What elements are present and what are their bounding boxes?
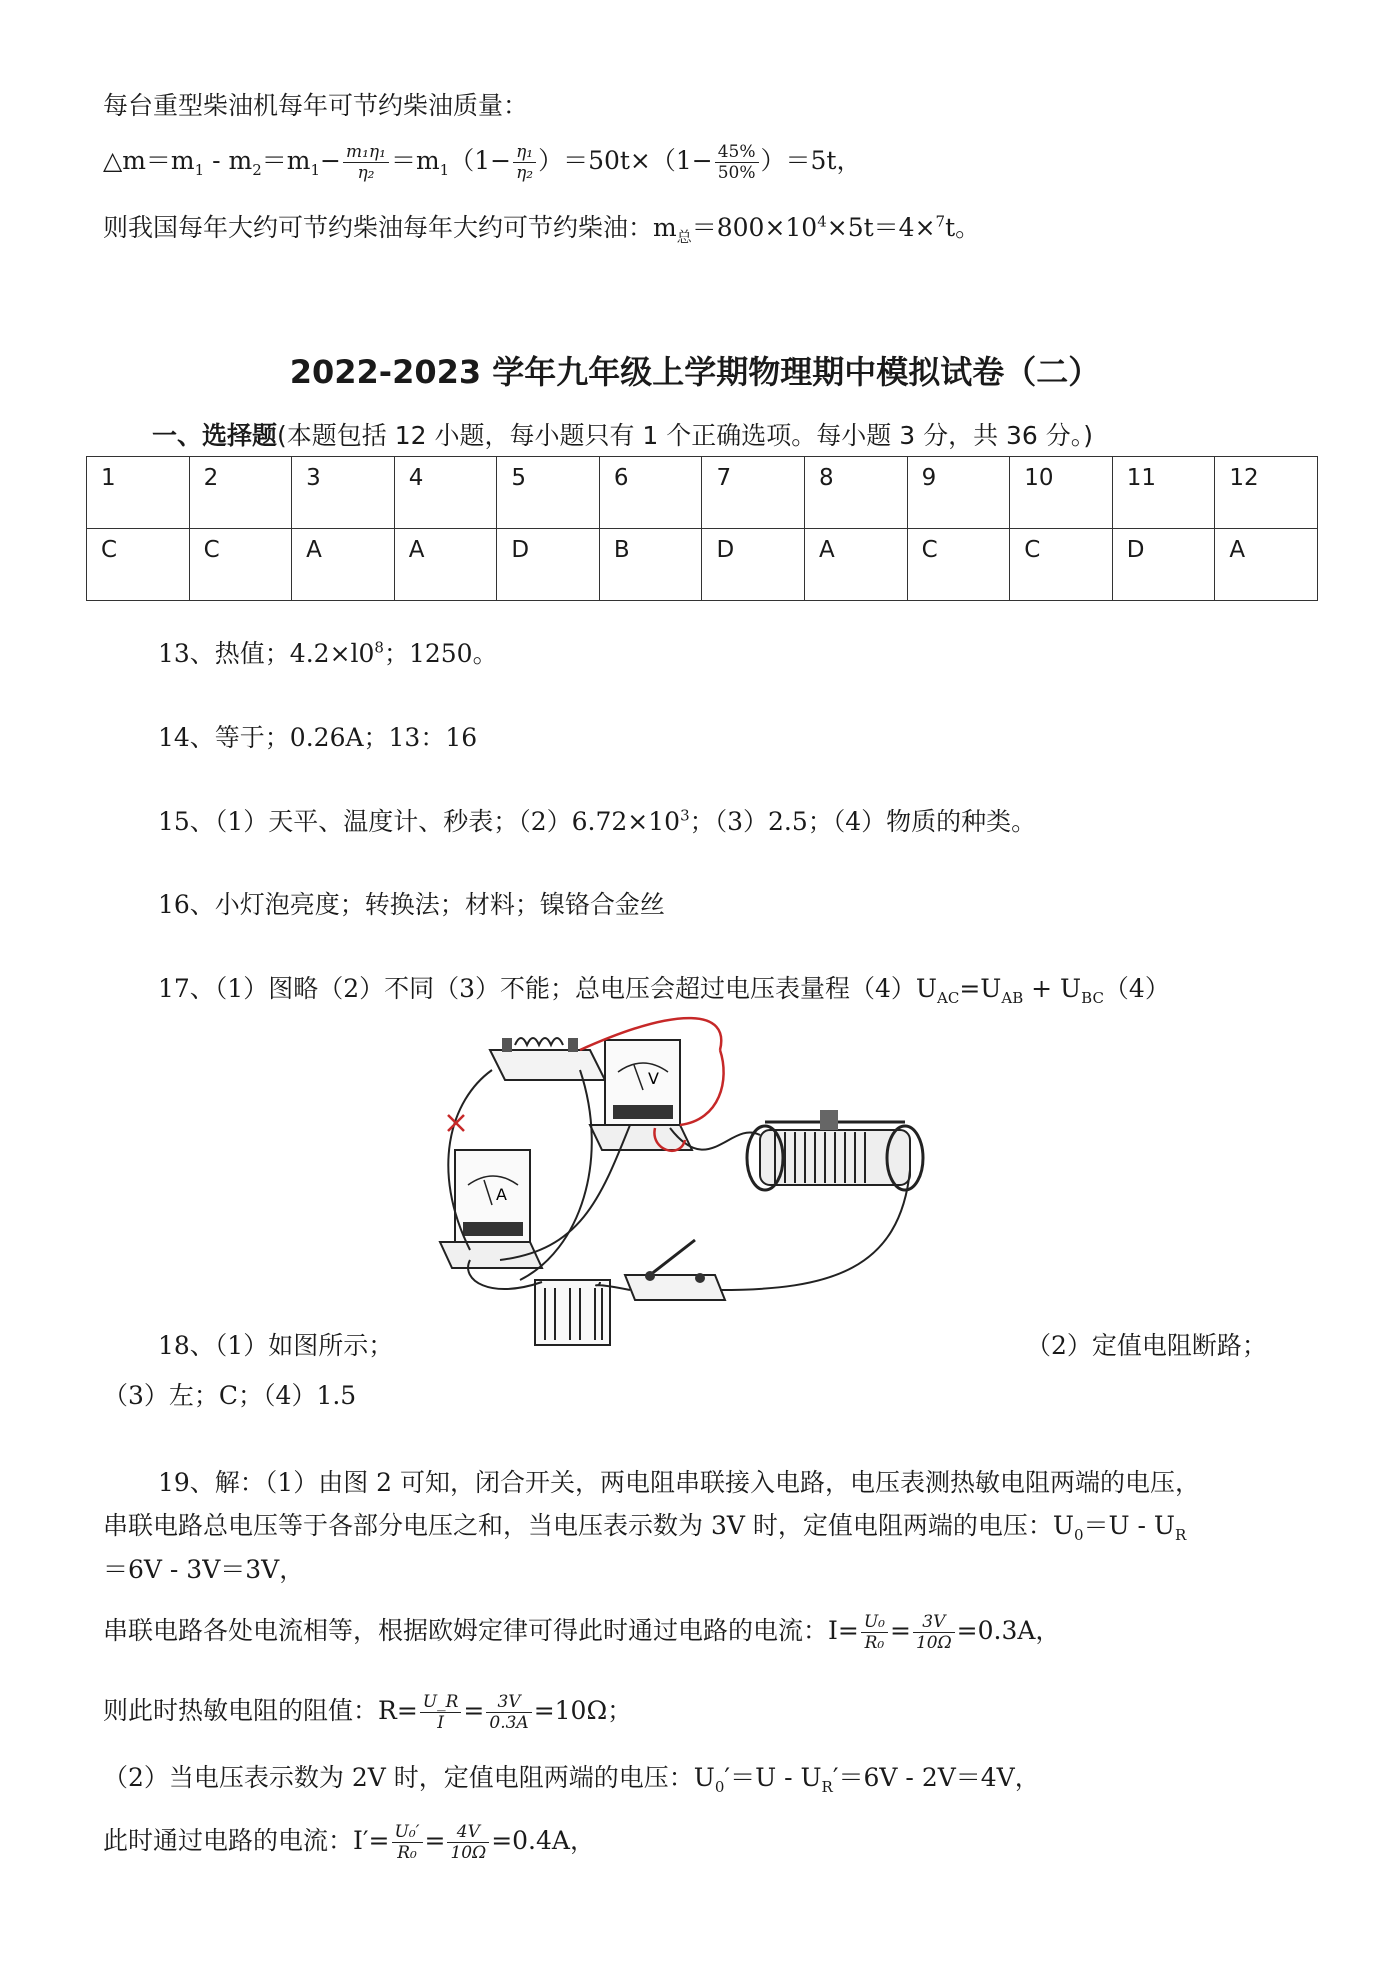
table-cell: 8 [805,457,908,529]
table-cell: 5 [497,457,600,529]
table-cell: 3 [292,457,395,529]
table-cell: C [189,529,292,601]
continuation-line-1: 每台重型柴油机每年可节约柴油质量： [103,91,529,120]
battery [535,1280,610,1345]
answer-18-part1: 18、（1）如图所示； [158,1331,394,1360]
fraction: $\frac{\text{U₀′}}{\text{R₀}}$ [392,1822,423,1863]
answer-19-line5: 则此时热敏电阻的阻值：R= $\frac{U\_R}{I}$ = $\frac{3V}{0.3A}$ =10Ω； [103,1692,633,1733]
continuation-equation: $\triangle m=m_1 - m_2=m_1-$ $\frac{\text{m₁η₁}}{\text{η₂}}$ $=m_1(1-$ $\frac{\text{η₁}}{\text{η₂}}$ ）＝50t×（1− $\frac{45\%}{50\%}$ ）＝5t， [103,142,862,183]
rheostat [747,1110,923,1190]
answer-16: 16、小灯泡亮度；转换法；材料；镍铬合金丝 [158,890,665,919]
fraction: $\frac{\text{η₁}}{\text{η₂}}$ [513,142,536,183]
answer-19-line4: 串联电路各处电流相等，根据欧姆定律可得此时通过电路的电流：I= $\frac{\text{U₀}}{\text{R₀}}$ = $\frac{3V}{10\Omega}$ =0.3A， [103,1612,1061,1653]
table-cell: 9 [907,457,1010,529]
switch [625,1240,725,1300]
coil-resistor [490,1038,605,1080]
ammeter-label: A [496,1185,507,1204]
section-heading: 一、选择题(本题包括 12 小题，每小题只有 1 个正确选项。每小题 3 分，共 36 分。) [152,421,1094,450]
ammeter [440,1150,542,1268]
table-cell: 12 [1215,457,1318,529]
table-cell: 11 [1112,457,1215,529]
fraction: $\frac{U\_R}{I}$ [420,1692,462,1733]
table-row-numbers [87,457,1318,529]
table-cell: D [1112,529,1215,601]
answer-18-part3: （3）左；C；（4）1.5 [103,1381,357,1410]
table-cell: D [497,529,600,601]
answer-19-line7: 此时通过电路的电流：I′= $\frac{\text{U₀′}}{\text{R₀}}$ = $\frac{4V}{10\Omega}$ =0.4A， [103,1822,595,1863]
table-cell: C [87,529,190,601]
fraction: $\frac{\text{m₁η₁}}{\text{η₂}}$ [343,142,389,183]
answer-19-line6: （2）当电压表示数为 2V 时，定值电阻两端的电压：$U_0'=U - U_R'=6V - 2V=4V$， [103,1763,1040,1796]
continuation-line-3: 则我国每年大约可节约柴油每年大约可节约柴油：$m_总=800\times 10^4\times 5t=4\times^7t$。 [103,212,981,246]
answer-19-line3: ＝6V - 3V＝3V， [103,1555,305,1584]
fraction: $\frac{4V}{10\Omega}$ [447,1822,489,1863]
fraction: $\frac{45\%}{50\%}$ [715,142,759,183]
table-cell: 1 [87,457,190,529]
table-cell: A [292,529,395,601]
fraction: $\frac{3V}{10\Omega}$ [913,1612,955,1653]
table-cell: A [1215,529,1318,601]
answer-18-part2: （2）定值电阻断路； [1026,1331,1267,1360]
voltmeter-label: V [648,1069,659,1088]
table-cell: A [805,529,908,601]
table-cell: C [1010,529,1113,601]
table-cell: 7 [702,457,805,529]
table-cell: A [394,529,497,601]
fraction: $\frac{3V}{0.3A}$ [486,1692,531,1733]
table-cell: 2 [189,457,292,529]
table-cell: 4 [394,457,497,529]
circuit-diagram [430,1010,1005,1350]
table-cell: 6 [599,457,702,529]
answer-19-line2: 串联电路总电压等于各部分电压之和，当电压表示数为 3V 时，定值电阻两端的电压：$U_0=U - U_R$ [103,1511,1187,1544]
answer-15: 15、（1）天平、温度计、秒表；$(2)6.72\times 10^3$；（3）2.5；（4）物质的种类。 [158,806,1037,836]
fraction: $\frac{\text{U₀}}{\text{R₀}}$ [861,1612,888,1653]
page-title: 2022-2023 学年九年级上学期物理期中模拟试卷（二） [289,353,1101,391]
table-cell: D [702,529,805,601]
answer-table [86,456,1318,601]
answer-17: 17、（1）图略（2）不同（3）不能；总电压会超过电压表量程$(4)U_{AC}=U_{AB} + U_{BC}(4)$ [158,974,1170,1007]
answer-19-line1: 19、解：（1）由图 2 可知，闭合开关，两电阻串联接入电路，电压表测热敏电阻两端的电压， [158,1468,1201,1497]
answer-14: 14、等于；0.26A；13：16 [158,723,478,752]
table-row-answers [87,529,1318,601]
table-cell: B [599,529,702,601]
table-cell: C [907,529,1010,601]
table-cell: 10 [1010,457,1113,529]
voltmeter [590,1040,692,1150]
answer-13: 13、热值；$4.2\times l0^8$；1250。 [158,638,498,668]
